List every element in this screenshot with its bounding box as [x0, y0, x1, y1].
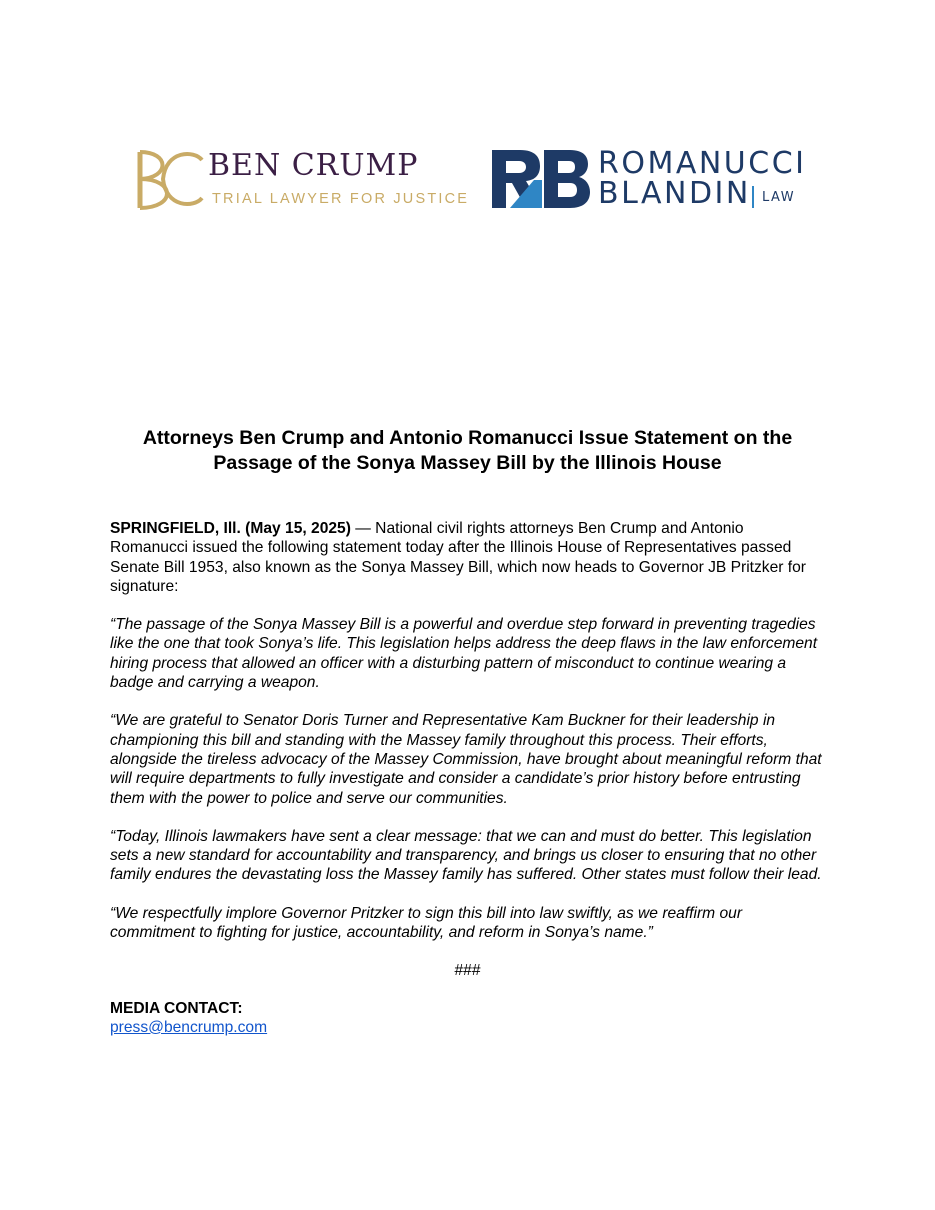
intro-paragraph — [110, 519, 825, 596]
quote-paragraph-3: “Today, Illinois lawmakers have sent a clear message: that we can and must do better. This legislation sets a new standard for accountability and transparency, and brings us closer to ensuring that no other family endures the devastating loss the Massey family has suffered. Other states must follow their lead. — [110, 827, 822, 884]
quote-paragraph-1: “The passage of the Sonya Massey Bill is a powerful and overdue step forward in preventing tragedies like the one that took Sonya’s life. This legislation helps address the deep flaws in the law enforcement hiring process that allowed an officer with a disturbing pattern of misconduct to continue wearing a badge and carrying a weapon. — [110, 616, 818, 692]
release-headline: Attorneys Ben Crump and Antonio Romanucci Issue Statement on the Passage of the Sonya Massey Bill by the Illinois House — [142, 427, 793, 474]
quote-paragraph-2: “We are grateful to Senator Doris Turner and Representative Kam Buckner for their leadership in championing this bill and standing with the Massey family throughout this process. Their efforts, alongside the tireless advocacy of the Massey Commission, have brought about meaningful reform that will require departments to fully investigate and consider a candidate’s prior history before entrusting them with the power to police and serve our communities. — [110, 712, 822, 807]
ben-crump-tagline: TRIAL LAWYER FOR JUSTICE — [212, 191, 470, 207]
law-suffix: LAW — [762, 190, 796, 205]
dateline: SPRINGFIELD, Ill. (May 15, 2025) — [110, 520, 351, 537]
romanucci-wordmark: ROMANUCCI — [598, 146, 807, 181]
header-logos — [136, 146, 806, 212]
quote-paragraph-4: “We respectfully implore Governor Pritzker to sign this bill into law swiftly, as we reaffirm our commitment to fighting for justice, accountability, and reform in Sonya’s name.” — [110, 904, 743, 942]
media-contact-email-link[interactable]: press@bencrump.com — [110, 1018, 268, 1036]
media-contact-label: MEDIA CONTACT: — [110, 999, 243, 1017]
blandin-wordmark: BLANDIN — [598, 176, 751, 211]
ben-crump-wordmark: BEN CRUMP — [208, 148, 419, 183]
end-of-release-mark: ### — [454, 962, 481, 980]
logo-divider — [752, 186, 754, 208]
rb-monogram-icon — [490, 150, 590, 208]
bc-monogram-icon — [136, 150, 208, 210]
intro-text: — National civil rights attorneys Ben Crump and Antonio Romanucci issued the following statement today after the Illinois House of Representatives passed Senate Bill 1953, also known as the Sonya Massey Bill, which now heads to Governor JB Pritzker for signature: — [110, 520, 807, 595]
ben-crump-logo — [136, 150, 476, 210]
press-release-body — [110, 426, 825, 1037]
romanucci-blandin-logo — [490, 146, 806, 212]
